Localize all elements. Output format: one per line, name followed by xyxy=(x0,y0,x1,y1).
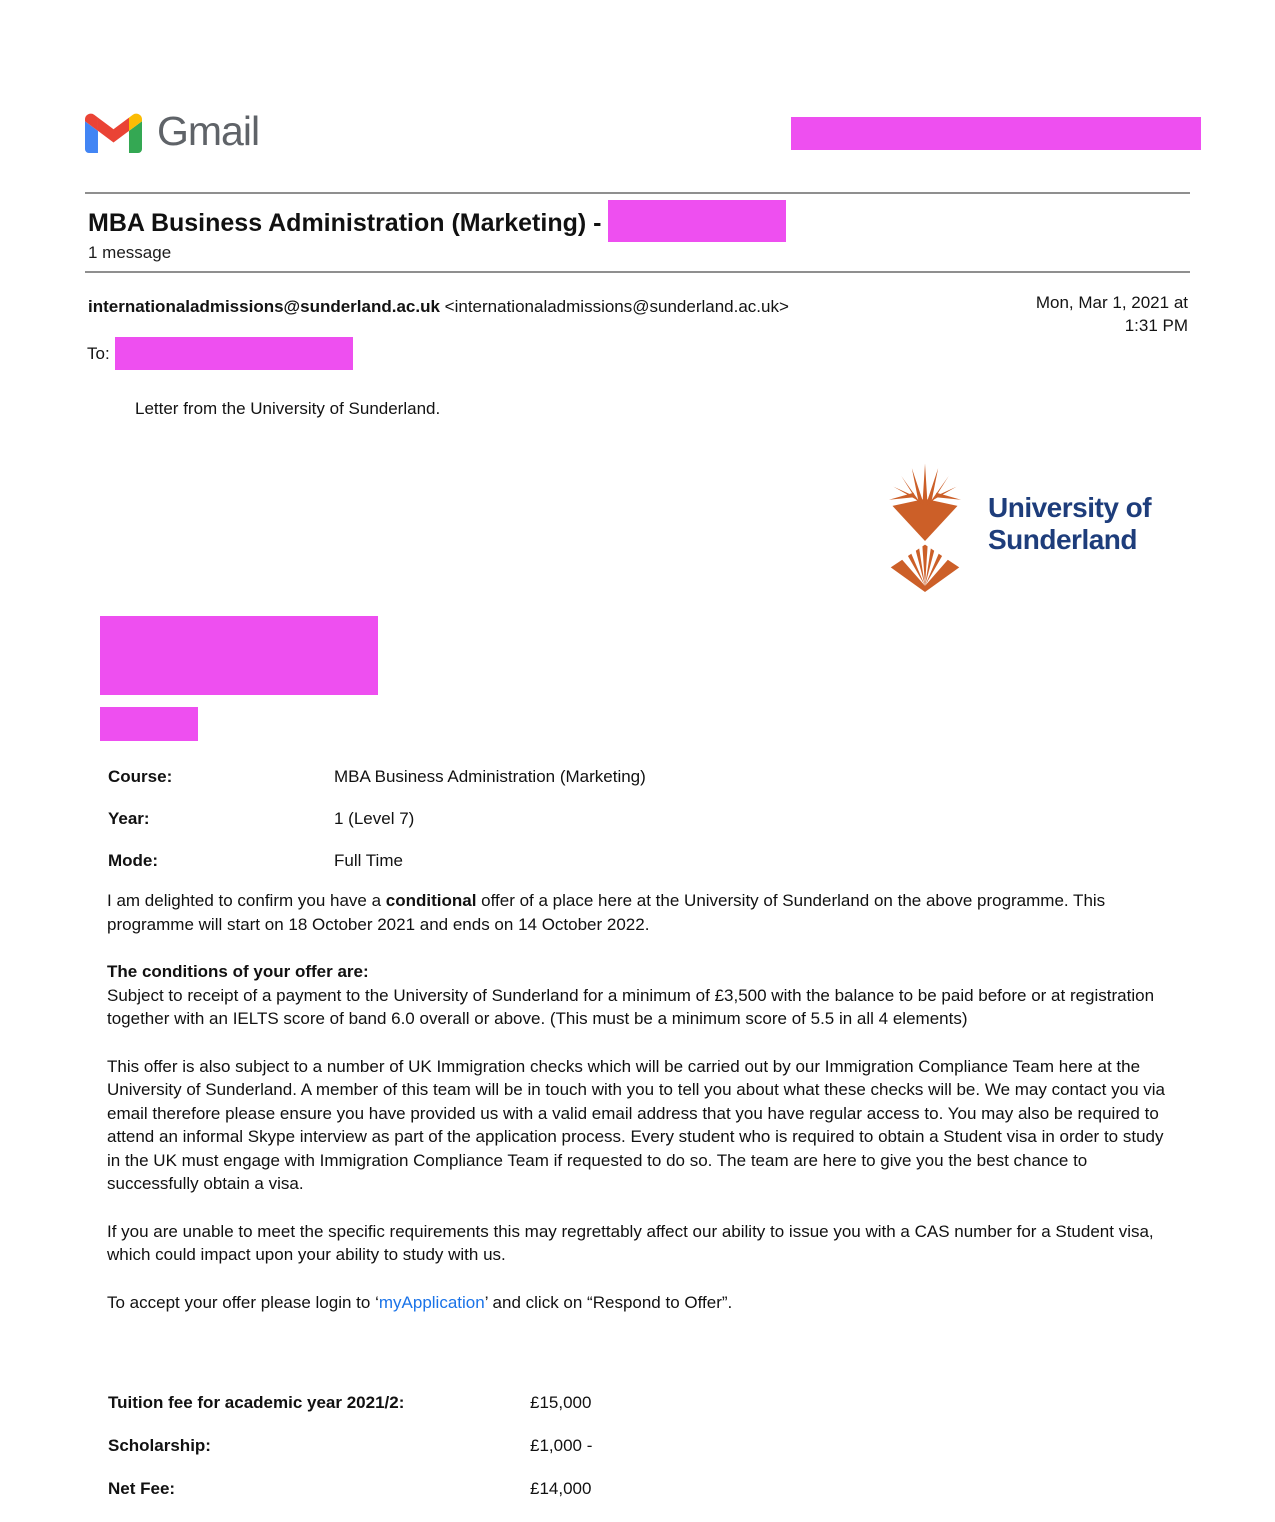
university-logo-text xyxy=(988,492,1151,592)
university-logo-line2: Sunderland xyxy=(988,524,1138,555)
immigration-paragraph: This offer is also subject to a number of UK Immigration checks which will be carried out by our Immigration Compliance Team here at the University of Sunderland. A member of this team will be in touch with you to tell you about what these checks will be. We may contact you via email therefore please ensure you have provided us with a valid email address that you have regular access to. You may also be required to attend an informal Skype interview as part of the application process. Every student who is required to obtain a Student visa in order to study in the UK must engage with Immigration Compliance Team if requested to do so. The team are here to give you the best chance to successfully obtain a visa. xyxy=(107,1056,1165,1193)
conditional-emphasis: conditional xyxy=(385,891,477,910)
offer-paragraph-end: offer of a place here at the University of Sunderland on the above programme. This programme will start on 18 October 2021 and ends on 14 October 2022. xyxy=(107,891,1106,934)
from-address: <internationaladmissions@sunderland.ac.uk> xyxy=(444,297,789,316)
net-fee-value: £14,000 xyxy=(530,1479,592,1498)
table-row xyxy=(108,809,646,829)
from-line xyxy=(88,297,789,317)
redaction-box-name xyxy=(100,707,198,741)
tuition-fee-value: £15,000 xyxy=(530,1393,592,1412)
table-row xyxy=(108,1393,592,1413)
fee-table xyxy=(108,1393,592,1522)
university-logo-line1: University of xyxy=(988,492,1152,523)
mode-value: Full Time xyxy=(334,851,403,870)
redaction-box-address xyxy=(100,616,378,695)
table-row xyxy=(108,851,646,871)
gmail-logo xyxy=(85,108,259,155)
conditions-heading: The conditions of your offer are: xyxy=(107,962,369,981)
cas-paragraph: If you are unable to meet the specific requirements this may regrettably affect our ability to issue you with a CAS number for a Student visa, which could impact upon your ability to study with us. xyxy=(107,1221,1154,1264)
accept-text-before: To accept your offer please login to ‘ xyxy=(107,1292,379,1312)
course-value: MBA Business Administration (Marketing) xyxy=(334,767,646,786)
letter-body xyxy=(107,889,1170,1338)
university-logo xyxy=(885,462,1151,592)
redaction-box-subject xyxy=(608,200,786,242)
scholarship-label: Scholarship: xyxy=(108,1436,211,1455)
sunderland-starburst-icon xyxy=(885,462,965,592)
intro-text: Letter from the University of Sunderland. xyxy=(135,399,441,418)
accept-paragraph xyxy=(107,1291,1170,1315)
course-table xyxy=(108,767,646,893)
offer-paragraph xyxy=(107,889,1170,936)
scholarship-value: £1,000 - xyxy=(530,1436,593,1455)
redaction-box-recipient xyxy=(115,337,353,370)
table-row xyxy=(108,767,646,787)
conditions-paragraph xyxy=(107,960,1170,1031)
divider-top xyxy=(85,192,1190,194)
accept-text-after: ’ and click on “Respond to Offer”. xyxy=(484,1292,733,1312)
subject-title: MBA Business Administration (Marketing) - xyxy=(88,209,602,237)
to-line xyxy=(87,337,353,370)
date-line-1: Mon, Mar 1, 2021 at xyxy=(1035,293,1188,312)
table-row xyxy=(108,1479,592,1499)
tuition-fee-label: Tuition fee for academic year 2021/2: xyxy=(108,1393,405,1412)
gmail-wordmark: Gmail xyxy=(157,108,260,154)
conditions-body: Subject to receipt of a payment to the University of Sunderland for a minimum of £3,500 with the balance to be paid before or at registration together with an IELTS score of band 6.0 overall or above. (This must be a minimum score of 5.5 in all 4 elements) xyxy=(107,985,1155,1028)
message-date xyxy=(1036,291,1188,337)
divider-subject xyxy=(85,271,1190,273)
myapplication-link[interactable]: myApplication xyxy=(378,1292,485,1312)
from-name: internationaladmissions@sunderland.ac.uk xyxy=(88,297,440,316)
redaction-box-account xyxy=(791,117,1201,150)
table-row xyxy=(108,1436,592,1456)
net-fee-label: Net Fee: xyxy=(108,1479,176,1498)
gmail-logo-icon xyxy=(85,110,142,153)
year-label: Year: xyxy=(108,809,150,828)
mode-label: Mode: xyxy=(108,851,159,870)
offer-paragraph-start: I am delighted to confirm you have a xyxy=(107,891,386,910)
to-label: To: xyxy=(87,344,110,363)
date-line-2: 1:31 PM xyxy=(1124,316,1188,335)
message-count: 1 message xyxy=(88,243,172,262)
course-label: Course: xyxy=(108,767,173,786)
year-value: 1 (Level 7) xyxy=(334,809,415,828)
subject-line xyxy=(88,200,786,242)
